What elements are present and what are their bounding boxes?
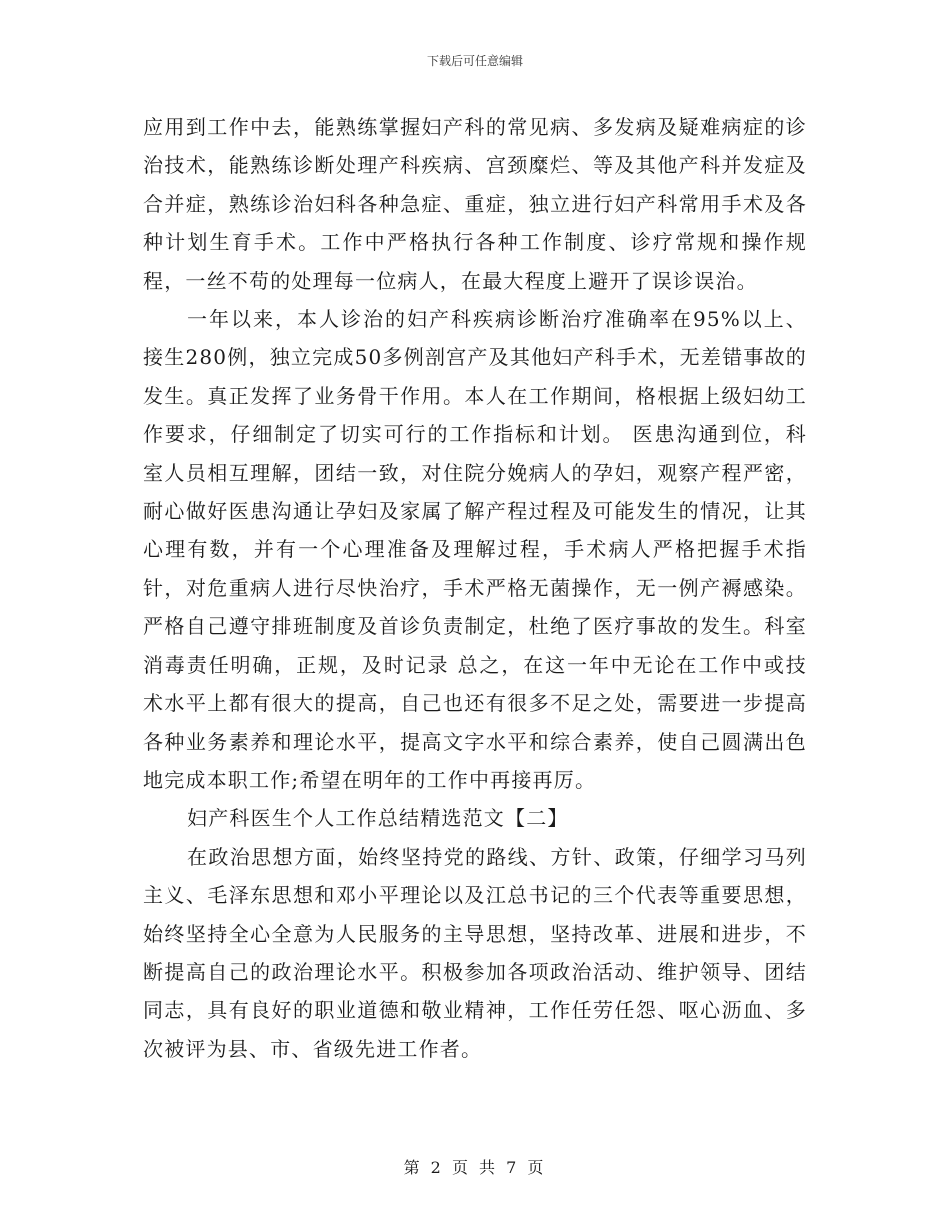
- document-body: [143, 108, 807, 1068]
- paragraph-continued: 应用到工作中去，能熟练掌握妇产科的常见病、多发病及疑难病症的诊治技术，能熟练诊断处理产科疾病、宫颈糜烂、等及其他产科并发症及合并症，熟练诊治妇科各种急症、重症，独立进行妇产科常用手术及各种计划生育手术。工作中严格执行各种工作制度、诊疗常规和操作规程，一丝不苟的处理每一位病人，在最大程度上避开了误诊误治。: [143, 115, 807, 293]
- paragraph-political-thought: 在政治思想方面，始终坚持党的路线、方针、政策，仔细学习马列主义、毛泽东思想和邓小平理论以及江总书记的三个代表等重要思想，始终坚持全心全意为人民服务的主导思想，坚持改革、进展和进步，不断提高自己的政治理论水平。积极参加各项政治活动、维护领导、团结同志，具有良好的职业道德和敬业精神，工作任劳任怨、呕心沥血、多次被评为县、市、省级先进工作者。: [143, 844, 807, 1061]
- page-footer: 第 2 页 共 7 页: [403, 1158, 547, 1177]
- section-heading: 妇产科医生个人工作总结精选范文【二】: [187, 806, 569, 831]
- page-header: 下载后可任意编辑: [426, 54, 523, 68]
- paragraph-annual-summary: 一年以来，本人诊治的妇产科疾病诊断治疗准确率在95%以上、接生280例，独立完成50多例剖宫产及其他妇产科手术，无差错事故的发生。真正发挥了业务骨干作用。本人在工作期间，格根据上级妇幼工作要求，仔细制定了切实可行的工作指标和计划。 医患沟通到位，科室人员相互理解，团结一致，对住院分娩病人的孕妇，观察产程严密，耐心做好医患沟通让孕妇及家属了解产程过程及可能发生的情况，让其心理有数，并有一个心理准备及理解过程，手术病人严格把握手术指针，对危重病人进行尽快治疗，手术严格无菌操作，无一例产褥感染。 严格自己遵守排班制度及首诊负责制定，杜绝了医疗事故的发生。科室消毒责任明确，正规，及时记录 总之，在这一年中无论在工作中或技术水平上都有很大的提高，自己也还有很多不足之处，需要进一步提高各种业务素养和理论水平，提高文字水平和综合素养，使自己圆满出色地完成本职工作;希望在明年的工作中再接再厉。: [143, 307, 807, 792]
